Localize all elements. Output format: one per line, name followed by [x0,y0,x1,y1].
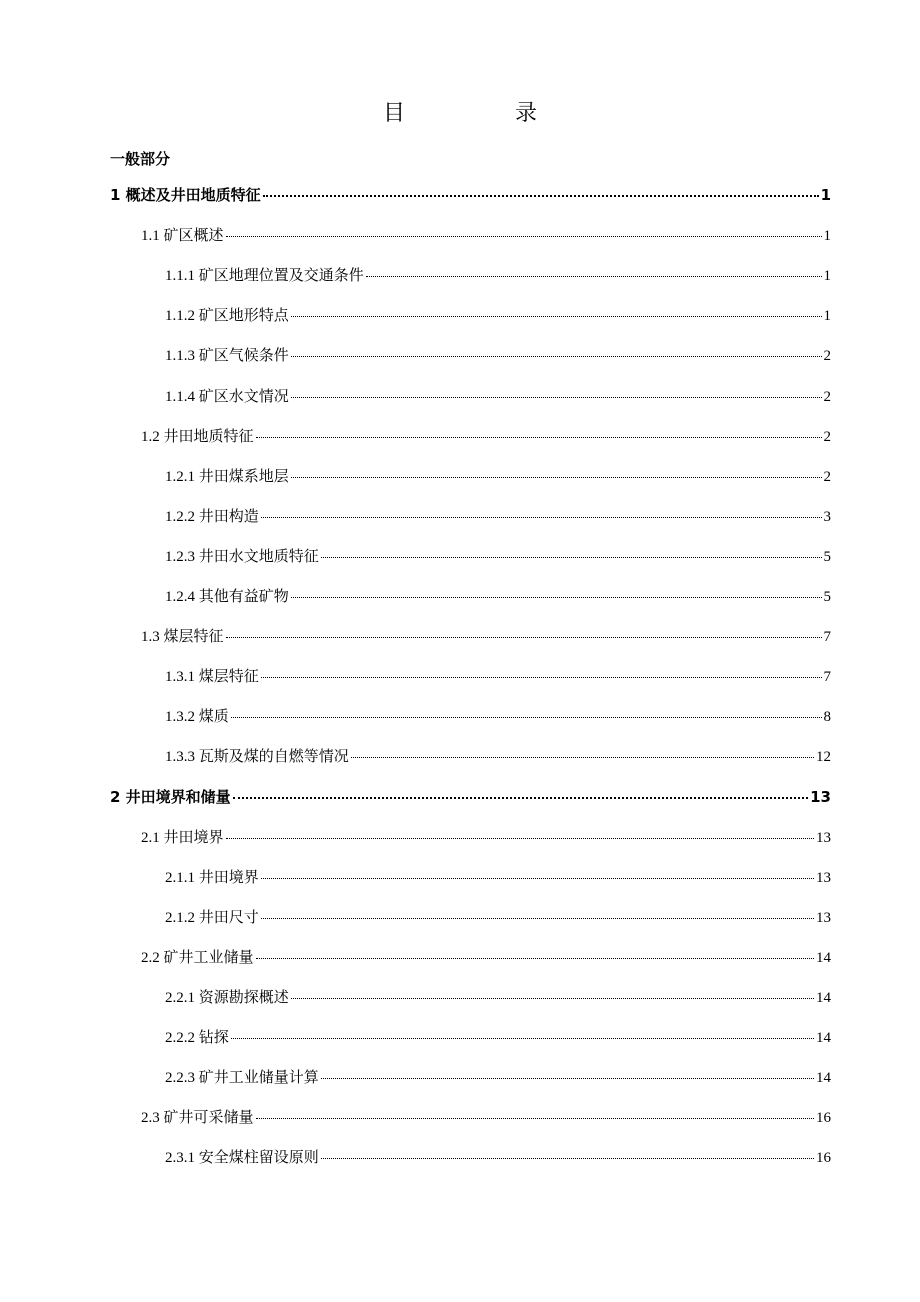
dot-leader [366,275,822,277]
toc-entry-page-number: 14 [816,1030,831,1047]
toc-entry-page-number: 12 [816,749,831,766]
toc-entry-page-number: 3 [823,508,831,525]
dot-leader [256,957,814,959]
toc-entry[interactable] [165,1146,831,1170]
toc-entry-label: 2.3.1 安全煤柱留设原则 [165,1150,319,1167]
section-label: 一般部分 [110,150,171,168]
dot-leader [261,877,814,879]
toc-entry-label: 2.1.1 井田境界 [165,869,259,886]
toc-entry[interactable] [165,385,831,409]
toc-entry-page-number: 2 [823,348,831,365]
toc-entry-page-number: 2 [823,468,831,485]
dot-leader [291,997,814,999]
toc-entry[interactable] [165,1066,831,1090]
toc-entry[interactable] [165,344,831,368]
toc-entry[interactable] [165,705,831,729]
toc-entry-page-number: 7 [823,629,831,646]
toc-entry[interactable] [141,1106,831,1130]
toc-entry-label: 1.1 矿区概述 [141,228,224,245]
toc-entry-page-number: 1 [820,186,831,204]
toc-entry[interactable] [141,826,831,850]
page-title: 目 录 [382,101,581,126]
toc-entry-page-number: 5 [823,589,831,605]
toc-entry[interactable] [110,184,831,208]
toc-entry-label: 1.2.1 井田煤系地层 [165,468,289,485]
dot-leader [231,1037,814,1039]
toc-entry[interactable] [165,545,831,569]
toc-entry-page-number: 13 [816,909,831,926]
toc-entry[interactable] [110,786,831,810]
toc-entry-page-number: 16 [816,1150,831,1167]
dot-leader [261,917,814,919]
dot-leader [226,636,822,638]
toc-entry-label: 2.1.2 井田尺寸 [165,909,259,926]
dot-leader [321,556,822,558]
toc-entry[interactable] [165,1026,831,1050]
dot-leader [291,596,822,598]
dot-leader [231,716,822,718]
dot-leader [291,315,822,317]
dot-leader [256,436,822,438]
toc-entry-page-number: 2 [823,388,831,405]
toc-entry[interactable] [141,425,831,449]
toc-entry-label: 1.2.2 井田构造 [165,508,259,525]
toc-entry-page-number: 13 [816,829,831,846]
toc-entry-label: 2.1 井田境界 [141,829,224,846]
toc-entry-label: 2 井田境界和储量 [110,787,231,806]
toc-entry-page-number: 16 [816,1110,831,1127]
dot-leader [261,516,822,518]
toc-entry-label: 1 概述及井田地质特征 [110,186,261,204]
toc-entry-label: 2.2.1 资源勘探概述 [165,990,289,1006]
toc-entry[interactable] [165,505,831,529]
toc-entry-page-number: 13 [810,787,831,806]
toc-entry[interactable] [165,465,831,489]
toc-entry-label: 2.2.2 钻探 [165,1030,229,1047]
toc-entry-page-number: 8 [823,709,831,726]
toc-entry-label: 1.3.2 煤质 [165,709,229,726]
toc-entry-label: 1.1.2 矿区地形特点 [165,308,289,325]
toc-entry-page-number: 2 [823,428,831,445]
toc-entry-label: 1.2.4 其他有益矿物 [165,589,289,605]
toc-entry[interactable] [165,585,831,609]
toc-entry[interactable] [165,906,831,930]
toc-entry[interactable] [165,986,831,1010]
toc-entry-label: 1.2.3 井田水文地质特征 [165,548,319,565]
toc-entry[interactable] [141,946,831,970]
toc-entry[interactable] [165,665,831,689]
toc-entry[interactable] [141,224,831,248]
dot-leader [233,796,808,799]
dot-leader [261,676,822,678]
dot-leader [263,194,819,197]
toc-entry[interactable] [165,866,831,890]
toc-entry-page-number: 13 [816,869,831,886]
toc-entry-page-number: 1 [823,308,831,325]
toc-entry-label: 2.2 矿井工业储量 [141,949,254,966]
toc-entry-page-number: 14 [816,949,831,966]
toc-entry-label: 1.1.4 矿区水文情况 [165,388,289,405]
toc-entry[interactable] [165,264,831,288]
toc-entry[interactable] [165,304,831,328]
toc-entry-label: 1.1.1 矿区地理位置及交通条件 [165,268,364,285]
toc-entry-page-number: 14 [816,990,831,1006]
dot-leader [321,1077,814,1079]
toc-entry-label: 1.2 井田地质特征 [141,428,254,445]
toc-entry[interactable] [141,625,831,649]
toc-entry-page-number: 14 [816,1070,831,1087]
dot-leader [321,1157,814,1159]
toc-entry-page-number: 1 [823,228,831,245]
dot-leader [291,396,822,398]
toc-entry-page-number: 5 [823,548,831,565]
dot-leader [291,355,822,357]
dot-leader [226,235,822,237]
toc-entry-label: 1.3.1 煤层特征 [165,669,259,686]
dot-leader [351,756,814,758]
toc-entry-label: 2.3 矿井可采储量 [141,1110,254,1127]
toc-entry-page-number: 1 [823,268,831,285]
toc-entry[interactable] [165,745,831,769]
toc-entry-page-number: 7 [823,669,831,686]
dot-leader [291,476,822,478]
dot-leader [226,837,814,839]
dot-leader [256,1117,814,1119]
toc-entry-label: 1.1.3 矿区气候条件 [165,348,289,365]
toc-entry-label: 1.3 煤层特征 [141,629,224,646]
toc-entry-label: 1.3.3 瓦斯及煤的自燃等情况 [165,749,349,766]
toc-entry-label: 2.2.3 矿井工业储量计算 [165,1070,319,1087]
